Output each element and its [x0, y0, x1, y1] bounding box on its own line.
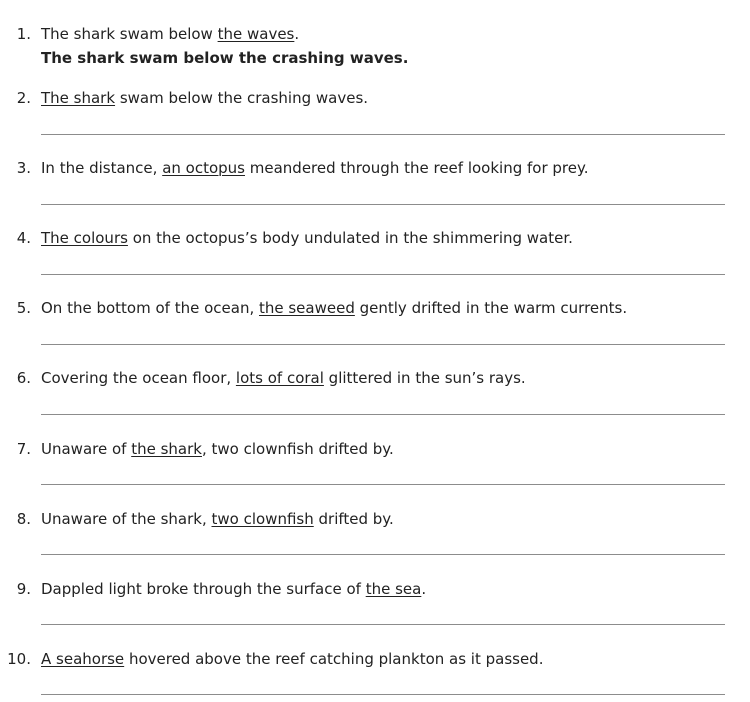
underlined-phrase: The colours: [41, 229, 128, 247]
underlined-phrase: the sea: [365, 580, 422, 598]
answer-line[interactable]: [41, 414, 725, 415]
sentence: [41, 228, 573, 248]
item-number: 10.: [7, 650, 31, 668]
sentence: [41, 509, 394, 529]
item-number: 1.: [16, 25, 31, 43]
answer-line[interactable]: [41, 554, 725, 555]
sentence-after: glittered in the sun’s rays.: [323, 369, 526, 387]
underlined-phrase: The shark: [41, 89, 116, 107]
sentence: [41, 24, 299, 44]
sentence-after: .: [421, 580, 427, 598]
item-number: 9.: [16, 580, 31, 598]
example-answer: The shark swam below the crashing waves.: [41, 49, 409, 67]
sentence-before: Unaware of the shark,: [41, 510, 212, 528]
answer-line[interactable]: [41, 204, 725, 205]
answer-line[interactable]: [41, 694, 725, 695]
underlined-phrase: the shark: [131, 440, 202, 458]
sentence-before: Unaware of: [41, 440, 132, 458]
item-number: 7.: [16, 440, 31, 458]
underlined-phrase: two clownfish: [211, 510, 314, 528]
sentence-before: In the distance,: [41, 159, 163, 177]
sentence: [41, 579, 426, 599]
sentence-before: Dappled light broke through the surface of: [41, 580, 366, 598]
sentence-before: Covering the ocean floor,: [41, 369, 236, 387]
sentence: [41, 368, 526, 388]
sentence-after: , two clownfish drifted by.: [201, 440, 394, 458]
sentence-after: on the octopus’s body undulated in the shimmering water.: [127, 229, 573, 247]
sentence-before: The shark swam below: [41, 25, 218, 43]
item-number: 8.: [16, 510, 31, 528]
answer-line[interactable]: [41, 274, 725, 275]
sentence: [41, 298, 627, 318]
answer-line[interactable]: [41, 134, 725, 135]
sentence: [41, 649, 543, 669]
item-number: 5.: [16, 299, 31, 317]
sentence: [41, 439, 394, 459]
item-number: 3.: [16, 159, 31, 177]
sentence-after: .: [294, 25, 300, 43]
sentence-after: drifted by.: [313, 510, 394, 528]
answer-line[interactable]: [41, 344, 725, 345]
item-number: 6.: [16, 369, 31, 387]
answer-line[interactable]: [41, 484, 725, 485]
sentence-before: On the bottom of the ocean,: [41, 299, 259, 317]
sentence-after: meandered through the reef looking for prey.: [244, 159, 589, 177]
underlined-phrase: the seaweed: [258, 299, 355, 317]
sentence-after: swam below the crashing waves.: [115, 89, 369, 107]
sentence: [41, 158, 589, 178]
sentence-after: gently drifted in the warm currents.: [354, 299, 628, 317]
item-number: 2.: [16, 89, 31, 107]
item-number: 4.: [16, 229, 31, 247]
underlined-phrase: the waves: [217, 25, 295, 43]
sentence: [41, 88, 368, 108]
underlined-phrase: A seahorse: [41, 650, 125, 668]
answer-line[interactable]: [41, 624, 725, 625]
sentence-after: hovered above the reef catching plankton as it passed.: [124, 650, 544, 668]
underlined-phrase: an octopus: [162, 159, 245, 177]
underlined-phrase: lots of coral: [235, 369, 324, 387]
